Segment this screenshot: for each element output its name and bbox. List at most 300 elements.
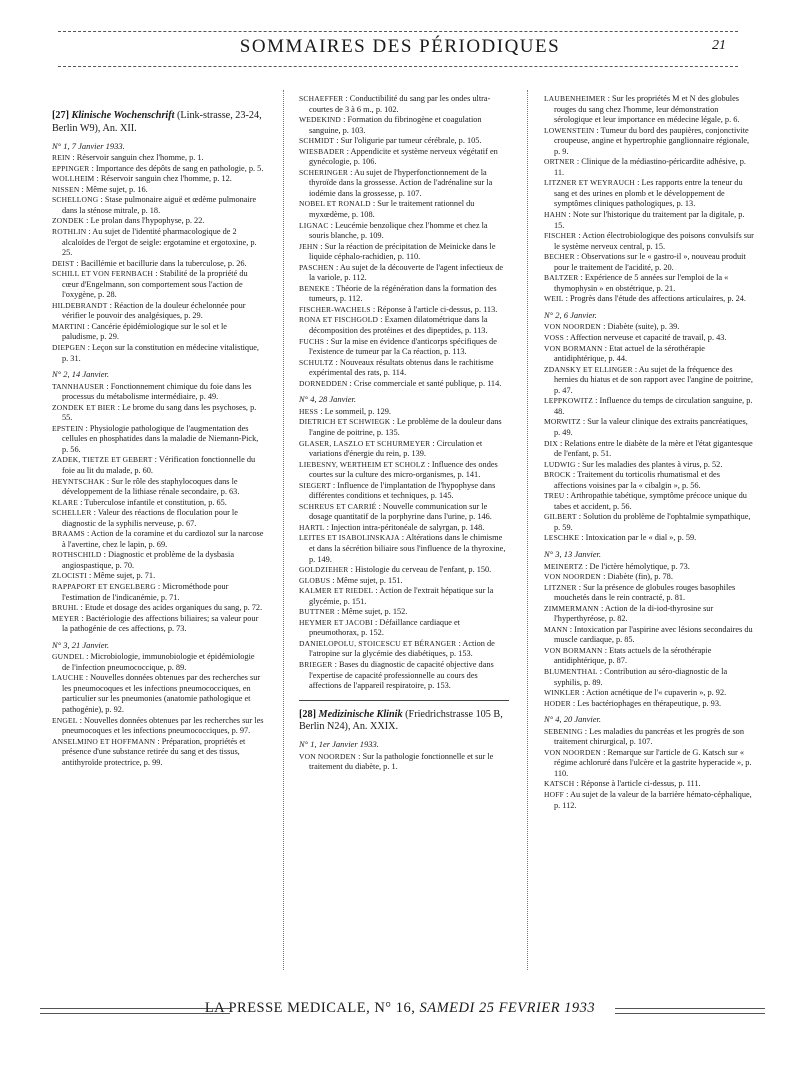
article-entry [544, 210, 754, 231]
article-entry [299, 199, 509, 220]
article-entry [299, 752, 509, 773]
article-entry [299, 315, 509, 336]
article-author: ZDANSKY ET ELLINGER [544, 364, 633, 374]
article-author: SCHAEFFER [299, 94, 344, 103]
article-author: SIEGERT [299, 480, 331, 490]
article-author: PASCHEN [299, 262, 334, 272]
article-title: : Vérification fonctionnelle du foie au lit du malade, p. 60. [62, 455, 256, 475]
article-author: SCHERINGER [299, 167, 349, 177]
article-author: BRUHL [52, 603, 79, 613]
article-title: : Action acnétique de l'« cupaverin », p. 92. [582, 688, 727, 698]
article-title: : Au sujet de l'hyperfonctionnement de la thyroïde dans la grossesse. Action de l'adrénaline sur la iodémie dans la grossesse, p. 107. [309, 167, 493, 198]
article-title: : Valeur des réactions de floculation pour le diagnostic de la syphilis nerveuse, p. 67. [62, 508, 238, 528]
article-author: MEYER [52, 613, 80, 623]
article-author: NOBEL ET RONALD [299, 199, 371, 209]
article-entry [52, 343, 264, 364]
article-author: DORNEDDEN [299, 378, 348, 388]
article-author: MEINERTZ [544, 561, 584, 571]
article-entry [299, 358, 509, 379]
article-entry [299, 460, 509, 481]
article-entry [544, 583, 754, 604]
article-entry [299, 586, 509, 607]
article-entry [299, 407, 509, 418]
article-author: LITZNER [544, 582, 577, 592]
article-title: : Progrès dans l'étude des affections articulaires, p. 24. [565, 294, 746, 304]
article-title: : De l'ictère hémolytique, p. 73. [585, 561, 690, 571]
article-author: FUCHS [299, 336, 325, 346]
article-entry [299, 533, 509, 565]
article-title: : Sur le traitement rationnel du myxœdème, p. 108. [309, 199, 475, 220]
article-entry [299, 481, 509, 502]
article-entry [52, 550, 264, 571]
article-entry [299, 417, 509, 438]
article-author: GOLDZIEHER [299, 565, 349, 575]
article-title: : Action de la coramine et du cardiozol sur la narcose à l'avertine, chez le lapin, p. 69. [62, 529, 264, 549]
article-entry [299, 168, 509, 200]
issue-heading: N° 2, 14 Janvier. [52, 369, 109, 380]
article-title: : Sur le rôle des staphylocoques dans le développement de la lithiase rénale secondaire, p. 63. [62, 476, 240, 497]
article-author: ZONDEK ET BIER [52, 402, 116, 412]
article-title: : Influence de l'implantation de l'hypophyse dans différentes conditions et techniques, p. 145. [309, 480, 496, 501]
article-entry [52, 603, 264, 614]
article-author: LEPPKOWITZ [544, 396, 594, 406]
article-title: : Altérations dans le chimisme et dans la sécrétion biliaire sous l'influence de la thyroxine, p. 149. [309, 533, 506, 564]
column-1 [52, 94, 264, 768]
article-author: NISSEN [52, 184, 80, 194]
article-author: BECHER [544, 252, 575, 262]
article-title: : Le sommeil, p. 129. [320, 406, 391, 416]
article-title: : Au sujet de l'identité pharmacologique de 2 alcaloïdes de l'ergot de seigle: ergotamine et ergotoxine, p. 25. [62, 226, 257, 258]
article-author: RONA ET FISCHGOLD [299, 315, 379, 325]
issue-heading: N° 1, 1er Janvier 1933. [299, 739, 379, 750]
article-author: VON NOORDEN [544, 322, 601, 332]
article-title: : Les rapports entre la teneur du sang et des urines en plomb et le développement de symptômes cliniques pathologiques, p. 13. [554, 178, 743, 209]
article-entry [544, 512, 754, 533]
article-author: KATSCH [544, 779, 575, 789]
article-entry [52, 403, 264, 424]
journal-heading [299, 709, 509, 735]
article-author: HESS [299, 406, 319, 416]
article-title: : Arthropathie tabétique, symptôme précoce unique du tabes et accident, p. 56. [554, 491, 747, 511]
article-author: MANN [544, 624, 568, 634]
article-title: : Solution du problème de l'ophtalmie sympathique, p. 59. [554, 512, 751, 532]
article-title: : Formation du fibrinogène et coagulation sanguine, p. 103. [309, 115, 482, 135]
article-author: VON BORMANN [544, 343, 603, 353]
article-author: TREU [544, 491, 565, 501]
article-author: VOSS [544, 333, 564, 343]
article-entry [299, 94, 509, 115]
article-title: : Même sujet, p. 151. [332, 575, 403, 585]
article-title: : Défaillance cardiaque et pneumothorax, p. 152. [309, 617, 460, 638]
article-entry [544, 396, 754, 417]
article-title: : Stase pulmonaire aiguë et œdème pulmonaire dans la sténose mitrale, p. 18. [62, 195, 257, 215]
article-entry [52, 227, 264, 259]
journal-number: [27] [52, 110, 69, 121]
article-title: : Crise commerciale et santé publique, p. 114. [349, 378, 502, 388]
article-author: GILBERT [544, 512, 577, 522]
article-author: ENGEL [52, 715, 78, 725]
article-entry [52, 269, 264, 301]
article-author: VON NOORDEN [544, 572, 601, 582]
article-title: : Sur l'oligurie par tumeur cérébrale, p. 105. [336, 136, 482, 146]
article-author: GLOBUS [299, 575, 331, 585]
article-author: WEIL [544, 294, 564, 304]
article-author: LIEBESNY, WERTHEIM ET SCHOLZ [299, 459, 426, 469]
article-entry [52, 571, 264, 582]
article-author: SEBENING [544, 726, 583, 736]
article-title: : Injection intra-péritonéale de salyrgan, p. 148. [326, 522, 485, 532]
article-title: : Importance des dépôts de sang en pathologie, p. 5. [91, 163, 264, 173]
article-author: VON NOORDEN [299, 751, 356, 761]
article-author: SCHREUS ET CARRIÉ [299, 501, 377, 511]
article-title: : Diabète (suite), p. 39. [603, 322, 680, 332]
article-title: : Au sujet de la découverte de l'agent infectieux de la variole, p. 112. [309, 262, 504, 283]
article-title: : Observations sur le « gastro-il », nouveau produit pour le traitement de l'acidité, p. 20. [554, 252, 746, 272]
article-title: : Etude et dosage des acides organiques du sang, p. 72. [80, 603, 263, 613]
article-entry [544, 646, 754, 667]
article-title: : Clinique de la médiastino-péricardite adhésive, p. 11. [554, 157, 746, 177]
article-title: : Microméthode pour l'estimation de l'indicanémie, p. 71. [62, 582, 229, 602]
article-entry [544, 491, 754, 512]
article-title: : Au sujet de la fréquence des hernies du hiatus et de son rapport avec l'angine de poitrine, p. 47. [554, 364, 753, 395]
article-title: : Les bactériophages en thérapeutique, p. 93. [572, 698, 722, 708]
column-divider-2 [527, 90, 528, 970]
article-title: : Leucémie benzolique chez l'homme et chez la souris blanche, p. 109. [309, 220, 488, 241]
article-author: DIETRICH ET SCHWIEGK [299, 417, 391, 427]
article-entry [299, 379, 509, 390]
article-title: : Intoxication par l'aspirine avec lésions secondaires du muscle cardiaque, p. 85. [554, 624, 753, 645]
article-entry [299, 115, 509, 136]
article-author: ZONDEK [52, 216, 85, 226]
article-title: : Le prolan dans l'hypophyse, p. 22. [86, 216, 205, 226]
article-entry [52, 455, 264, 476]
article-author: ZADEK, TIETZE ET GEBERT [52, 455, 153, 465]
article-author: ANSELMINO ET HOFFMANN [52, 736, 156, 746]
article-title: : Etats actuels de la sérothérapie antidiphtérique, p. 87. [554, 645, 712, 666]
article-entry [52, 508, 264, 529]
article-title: : Même sujet, p. 152. [337, 607, 408, 617]
article-entry [299, 136, 509, 147]
article-author: ROTHSCHILD [52, 550, 102, 560]
article-title: : Nouvelles données obtenues par des recherches sur les pneumocoques et les infections pneumococciques, en particulier sur les pneumonies (anatomie pathologique et pathogénie), p. 92. [62, 673, 261, 715]
article-entry [52, 582, 264, 603]
article-entry [52, 498, 264, 509]
article-entry [299, 242, 509, 263]
article-author: WOLLHEIM [52, 174, 95, 184]
article-author: LAUCHE [52, 673, 84, 683]
article-entry [299, 660, 509, 692]
article-author: SCHELLONG [52, 195, 99, 205]
issue-heading: N° 2, 6 Janvier. [544, 309, 597, 320]
article-author: LUDWIG [544, 459, 576, 469]
article-entry [299, 576, 509, 587]
article-entry [52, 424, 264, 456]
article-title: : Tumeur du bord des paupières, conjonctivite croupeuse, angine et hypertrophie ganglionnaire régionale, p. 9. [554, 125, 750, 156]
article-entry [544, 727, 754, 748]
article-entry [544, 790, 754, 811]
article-author: DIX [544, 438, 558, 448]
article-title: : Sur les propriétés M et N des globules rouges du sang chez l'homme, leur démonstration sérologique et leur importance en médecine légale, p. 6. [554, 94, 740, 125]
article-entry [52, 174, 264, 185]
article-title: : Influence du temps de circulation sanguine, p. 48. [554, 396, 753, 416]
article-entry [544, 126, 754, 158]
article-author: HEYNTSCHAK [52, 476, 105, 486]
article-entry [299, 639, 509, 660]
article-entry [544, 439, 754, 460]
article-author: BRIEGER [299, 659, 333, 669]
article-entry [299, 147, 509, 168]
article-entry [544, 460, 754, 471]
article-author: EPSTEIN [52, 423, 84, 433]
issue-heading: N° 1, 7 Janvier 1933. [52, 140, 125, 151]
article-entry [544, 157, 754, 178]
article-entry [544, 667, 754, 688]
article-author: WIESBADER [299, 146, 345, 156]
article-author: ZLOCISTI [52, 571, 87, 581]
article-title: : Sur les maladies des plantes à virus, p. 52. [577, 459, 723, 469]
article-title: : Tuberculose infantile et constitution, p. 65. [80, 497, 227, 507]
article-title: : Note sur l'historique du traitement par la digitale, p. 15. [554, 210, 745, 230]
article-title: : Bactériologie des affections biliaires; sa valeur pour la pathogénie de ces affections, p. 73. [62, 613, 259, 634]
article-author: EPPINGER [52, 163, 90, 173]
article-title: : Les maladies du pancréas et les progrès de son traitement chirurgical, p. 107. [554, 726, 744, 747]
article-title: : Diabète (fin), p. 78. [603, 572, 673, 582]
footer-rule-right [615, 1008, 765, 1014]
article-title: : Préparation, propriétés et présence d'une substance retirée du sang et des tissus, antithyroïde protectrice, p. 99. [62, 736, 246, 767]
article-entry [52, 716, 264, 737]
footer-day: SAMEDI [419, 1000, 475, 1016]
article-entry [544, 604, 754, 625]
article-author: JEHN [299, 241, 319, 251]
article-entry [52, 301, 264, 322]
article-title: : Réservoir sanguin chez l'homme, p. 1. [72, 153, 204, 163]
header-rule-bottom [58, 66, 738, 67]
article-title: : Microbiologie, immunobiologie et épidémiologie de l'infection pneumococcique, p. 89. [62, 652, 255, 672]
article-title: : Circulation et variations d'énergie du rein, p. 139. [309, 438, 483, 459]
article-entry [544, 294, 754, 305]
article-author: LAUBENHEIMER [544, 94, 606, 103]
article-author: LEITES ET ISABOLINSKAJA [299, 533, 400, 543]
article-title: : Nouvelle communication sur le dosage quantitatif de la porphyrine dans l'urine, p. 146. [309, 501, 492, 522]
article-author: BALTZER [544, 273, 579, 283]
article-title: : Théorie de la régénération dans la formation des tumeurs, p. 112. [309, 283, 497, 304]
article-author: SCHMIDT [299, 136, 335, 146]
article-title: : Traitement du torticolis rhumatismal et des affections voisines par la « cibalgin », p. 56. [554, 470, 720, 490]
article-author: HARTL [299, 522, 325, 532]
article-author: BUTTNER [299, 607, 335, 617]
article-entry [544, 572, 754, 583]
article-entry [299, 618, 509, 639]
article-title: : Bases du diagnostic de capacité objective dans l'expertise de capacité professionnelle au cours des affections de l'appareil respiratoire, p. 153. [309, 659, 494, 691]
article-title: : Action électrobiologique des poisons convulsifs sur le système nerveux central, p. 15. [554, 231, 754, 251]
article-title: : Nouveaux résultats obtenus dans le rachitisme expérimental des rats, p. 114. [309, 357, 494, 378]
article-author: KLARE [52, 497, 78, 507]
article-entry [299, 565, 509, 576]
article-author: LIGNAC [299, 220, 329, 230]
journal-name: Klinische Wochenschrift [71, 110, 175, 121]
footer-date: 25 FEVRIER 1933 [478, 1000, 596, 1016]
article-author: ZIMMERMANN [544, 603, 599, 613]
article-title: : Réponse à l'article ci-dessus, p. 113. [372, 304, 498, 314]
article-title: : Diagnostic et problème de la dysbasia angiospastique, p. 70. [62, 550, 235, 570]
article-author: FISCHER-WACHELS [299, 304, 371, 314]
article-title: : Conductibilité du sang par les ondes ultra-courtes de 3 à 6 m., p. 102. [309, 94, 491, 114]
article-entry [544, 417, 754, 438]
article-title: : Sur la réaction de précipitation de Meinicke dans le liquide céphalo-rachidien, p. 110. [309, 241, 496, 262]
article-entry [544, 344, 754, 365]
article-author: BROCK [544, 470, 571, 480]
article-entry [299, 502, 509, 523]
article-title: : Physiologie pathologique de l'augmentation des cellules en phosphatides dans la maladie de Niemann-Pick, p. 56. [62, 423, 259, 454]
article-entry [52, 614, 264, 635]
article-title: : Réaction de la douleur échelonnée pour vérifier le pouvoir des analgésiques, p. 29. [62, 300, 246, 321]
column-divider-1 [283, 90, 284, 970]
issue-heading: N° 4, 28 Janvier. [299, 394, 356, 405]
article-author: HILDEBRANDT [52, 300, 108, 310]
article-entry [544, 533, 754, 544]
article-entry [544, 625, 754, 646]
article-title: : Fonctionnement chimique du foie dans les processus du métabolisme intermédiaire, p. 49. [62, 381, 252, 402]
article-title: : Sur la pathologie fonctionnelle et sur le traitement du diabète, p. 1. [309, 751, 494, 772]
article-title: : Affection nerveuse et capacité de travail, p. 43. [566, 333, 727, 343]
issue-heading: N° 3, 21 Janvier. [52, 639, 109, 650]
article-entry [52, 195, 264, 216]
article-entry [299, 305, 509, 316]
article-title: : Leçon sur la constitution en médecine vitalistique, p. 31. [62, 342, 259, 363]
article-title: : Même sujet, p. 16. [81, 184, 148, 194]
article-title: : Cancérie épidémiologique sur le sol et le paludisme, p. 29. [62, 321, 227, 342]
article-entry [52, 322, 264, 343]
article-title: : Action de l'extrait hépatique sur la glycémie, p. 151. [309, 586, 494, 606]
article-entry [544, 231, 754, 252]
article-entry [52, 164, 264, 175]
article-author: SCHILL ET VON FERNBACH [52, 269, 154, 279]
article-author: ROTHLIN [52, 226, 87, 236]
article-author: RAPPAPORT ET ENGELBERG [52, 582, 156, 592]
article-author: LESCHKE [544, 533, 580, 543]
article-title: : Sur la présence de globules rouges basophiles mouchetés dans le rein contracté, p. 81. [554, 582, 736, 603]
journal-details: (Friedrichstrasse 105 B, Berlin N24), An. XXIX. [299, 708, 503, 733]
article-entry [52, 652, 264, 673]
article-author: TANNHAUSER [52, 381, 105, 391]
article-entry [52, 673, 264, 715]
article-entry [52, 259, 264, 270]
article-title: : Le problème de la douleur dans l'angine de poitrine, p. 135. [309, 417, 502, 437]
article-author: WEDEKIND [299, 115, 342, 125]
article-author: WINKLER [544, 688, 580, 698]
article-author: MORWITZ [544, 417, 581, 427]
article-entry [544, 688, 754, 699]
journal-separator [299, 700, 509, 701]
article-entry [299, 439, 509, 460]
article-author: VON BORMANN [544, 645, 603, 655]
article-author: HEYMER ET JACOBI [299, 617, 373, 627]
column-2 [299, 94, 509, 773]
article-author: BENEKE [299, 283, 330, 293]
article-entry [544, 365, 754, 397]
column-3 [544, 94, 754, 811]
article-title: : Action de la di-iod-thyrosine sur l'hyperthyréose, p. 82. [554, 603, 714, 624]
article-title: : Réservoir sanguin chez l'homme, p. 12. [96, 174, 232, 184]
article-entry [299, 263, 509, 284]
article-entry [299, 337, 509, 358]
article-author: BLUMENTHAL [544, 666, 598, 676]
article-title: : Appendicite et système nerveux végétatif en gynécologie, p. 106. [309, 146, 498, 167]
article-author: KALMER ET RIEDEL [299, 586, 374, 596]
article-title: : Stabilité de la propriété du cœur d'Engelmann, son comportement sous l'action de l'oxygène, p. 28. [62, 269, 248, 300]
article-entry [544, 273, 754, 294]
article-entry [544, 322, 754, 333]
article-entry [299, 607, 509, 618]
article-author: DEIST [52, 258, 75, 268]
issue-heading: N° 4, 20 Janvier. [544, 714, 601, 725]
article-entry [544, 748, 754, 780]
article-author: MARTINI [52, 321, 86, 331]
page-title: SOMMAIRES DES PÉRIODIQUES [239, 36, 561, 57]
journal-number: [28] [299, 708, 316, 720]
article-entry [52, 737, 264, 769]
header-rule-top [58, 31, 738, 32]
article-entry [52, 529, 264, 550]
journal-heading [52, 110, 264, 136]
article-entry [52, 477, 264, 498]
article-title: : Même sujet, p. 71. [89, 571, 156, 581]
article-author: ORTNER [544, 157, 575, 167]
article-author: SCHULTZ [299, 357, 334, 367]
journal-details: (Link-strasse, 23-24, Berlin W9), An. XII. [52, 110, 262, 134]
article-title: : Etat actuel de la sérothérapie antidiphtérique, p. 44. [554, 343, 705, 364]
article-author: HAHN [544, 210, 567, 220]
article-author: VON NOORDEN [544, 747, 601, 757]
article-title: : Expérience de 5 années sur l'emploi de la « thymophysin » en obstétrique, p. 21. [554, 273, 729, 293]
article-entry [544, 470, 754, 491]
article-author: HODER [544, 698, 571, 708]
article-title: : Réponse à l'article ci-dessus, p. 111. [576, 779, 701, 789]
article-title: : Au sujet de la valeur de la barrière hémato-céphalique, p. 112. [554, 790, 752, 810]
article-entry [52, 185, 264, 196]
article-title: : Examen dilatométrique dans la décomposition des protéines et des dipeptides, p. 113. [309, 315, 488, 336]
article-title: : Relations entre le diabète de la mère et l'état gigantesque de l'enfant, p. 51. [554, 438, 753, 459]
article-title: : Nouvelles données obtenues par les recherches sur les pneumocoques et les infections pneumococciques, p. 97. [62, 715, 264, 736]
article-entry [544, 699, 754, 710]
article-title: : Sur la mise en évidence d'anticorps spécifiques de l'existence de tumeur par la Ca réaction, p. 113. [309, 336, 497, 357]
article-title: : Contribution au séro-diagnostic de la syphilis, p. 89. [554, 666, 728, 687]
article-author: DANIELOPOLU, STOICESCU ET BÉRANGER [299, 638, 457, 648]
article-title: : Bacillémie et bacillurie dans la tuberculose, p. 26. [76, 258, 247, 268]
article-author: LITZNER ET WEYRAUCH [544, 178, 636, 188]
article-title: : Action de l'atropine sur la glycémie des diabétiques, p. 153. [309, 638, 495, 659]
article-title: : Remarque sur l'article de G. Katsch sur « régime achloruré dans l'ulcère et la gastrite hyperacide », p. 110. [554, 747, 752, 778]
article-entry [544, 779, 754, 790]
footer-journal: LA PRESSE MEDICALE, N° 16, [204, 1000, 416, 1016]
article-entry [544, 94, 754, 126]
article-author: FISCHER [544, 231, 577, 241]
article-author: DIEPGEN [52, 342, 86, 352]
article-entry [544, 333, 754, 344]
article-author: HOFF [544, 790, 564, 799]
issue-heading: N° 3, 13 Janvier. [544, 548, 601, 559]
article-entry [299, 284, 509, 305]
article-entry [299, 523, 509, 534]
article-author: GLASER, LASZLO ET SCHURMEYER [299, 438, 431, 448]
article-entry [544, 562, 754, 573]
article-entry [52, 382, 264, 403]
article-entry [52, 216, 264, 227]
article-entry [52, 153, 264, 164]
article-author: REIN [52, 153, 71, 163]
journal-name: Medizinische Klinik [318, 708, 403, 720]
article-author: LOWENSTEIN [544, 125, 595, 135]
